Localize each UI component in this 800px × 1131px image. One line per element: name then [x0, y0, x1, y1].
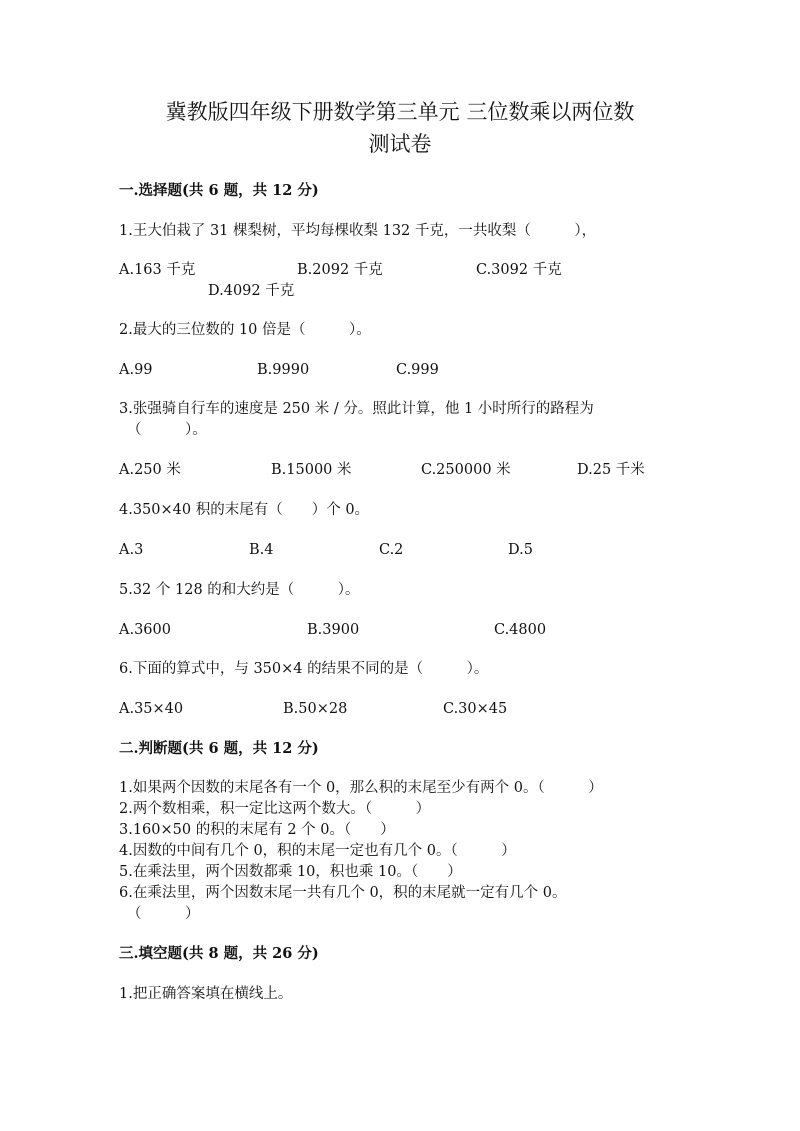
option: B.15000 米 [271, 462, 352, 478]
option: A.35×40 [119, 701, 184, 717]
judgment-item: 5.在乘法里，两个因数都乘 10，积也乘 10。（ ） [119, 864, 462, 880]
question-text: 4.350×40 积的末尾有（ ）个 0。 [119, 502, 370, 518]
section-heading: 三.填空题(共 8 题，共 26 分) [119, 945, 319, 962]
question-text: 2.最大的三位数的 10 倍是（ ）。 [119, 322, 371, 338]
option: B.9990 [257, 362, 310, 378]
option: B.50×28 [283, 701, 348, 717]
option: A.163 千克 [119, 262, 196, 278]
option: D.4092 千克 [208, 283, 295, 299]
option: C.4800 [494, 622, 547, 638]
question-text: 3.张强骑自行车的速度是 250 米 / 分。照此计算，他 1 小时所行的路程为 [119, 401, 594, 417]
exam-title-line1: 冀教版四年级下册数学第三单元 三位数乘以两位数 [165, 100, 635, 124]
section-heading: 二.判断题(共 6 题，共 12 分) [119, 740, 319, 757]
option: B.3900 [307, 622, 360, 638]
option: A.3600 [119, 622, 171, 638]
judgment-item: 6.在乘法里，两个因数末尾一共有几个 0，积的末尾就一定有几个 0。 [119, 885, 567, 901]
question-text-cont: （ ）。 [127, 422, 207, 438]
question-text: 1.王大伯栽了 31 棵梨树，平均每棵收梨 132 千克，一共收梨（ ）， [119, 223, 597, 239]
option: D.5 [508, 542, 533, 558]
section-heading: 一.选择题(共 6 题，共 12 分) [119, 182, 319, 199]
option: B.4 [249, 542, 274, 558]
judgment-item-cont: （ ） [127, 906, 200, 922]
option: A.250 米 [119, 462, 181, 478]
option: C.3092 千克 [476, 262, 562, 278]
judgment-item: 1.如果两个因数的末尾各有一个 0，那么积的末尾至少有两个 0。（ ） [119, 780, 603, 796]
question-text: 1.把正确答案填在横线上。 [119, 986, 293, 1002]
option: D.25 千米 [577, 462, 645, 478]
option: A.99 [119, 362, 153, 378]
option: C.250000 米 [421, 462, 511, 478]
question-text: 5.32 个 128 的和大约是（ ）。 [119, 582, 360, 598]
option: C.2 [379, 542, 404, 558]
judgment-item: 3.160×50 的积的末尾有 2 个 0。（ ） [119, 822, 395, 838]
exam-title-line2: 测试卷 [368, 132, 432, 156]
question-text: 6.下面的算式中，与 350×4 的结果不同的是（ ）。 [119, 661, 489, 677]
option: C.999 [396, 362, 439, 378]
judgment-item: 4.因数的中间有几个 0，积的末尾一定也有几个 0。（ ） [119, 843, 516, 859]
option: B.2092 千克 [297, 262, 383, 278]
judgment-item: 2.两个数相乘，积一定比这两个数大。（ ） [119, 801, 431, 817]
option: C.30×45 [443, 701, 508, 717]
option: A.3 [119, 542, 144, 558]
